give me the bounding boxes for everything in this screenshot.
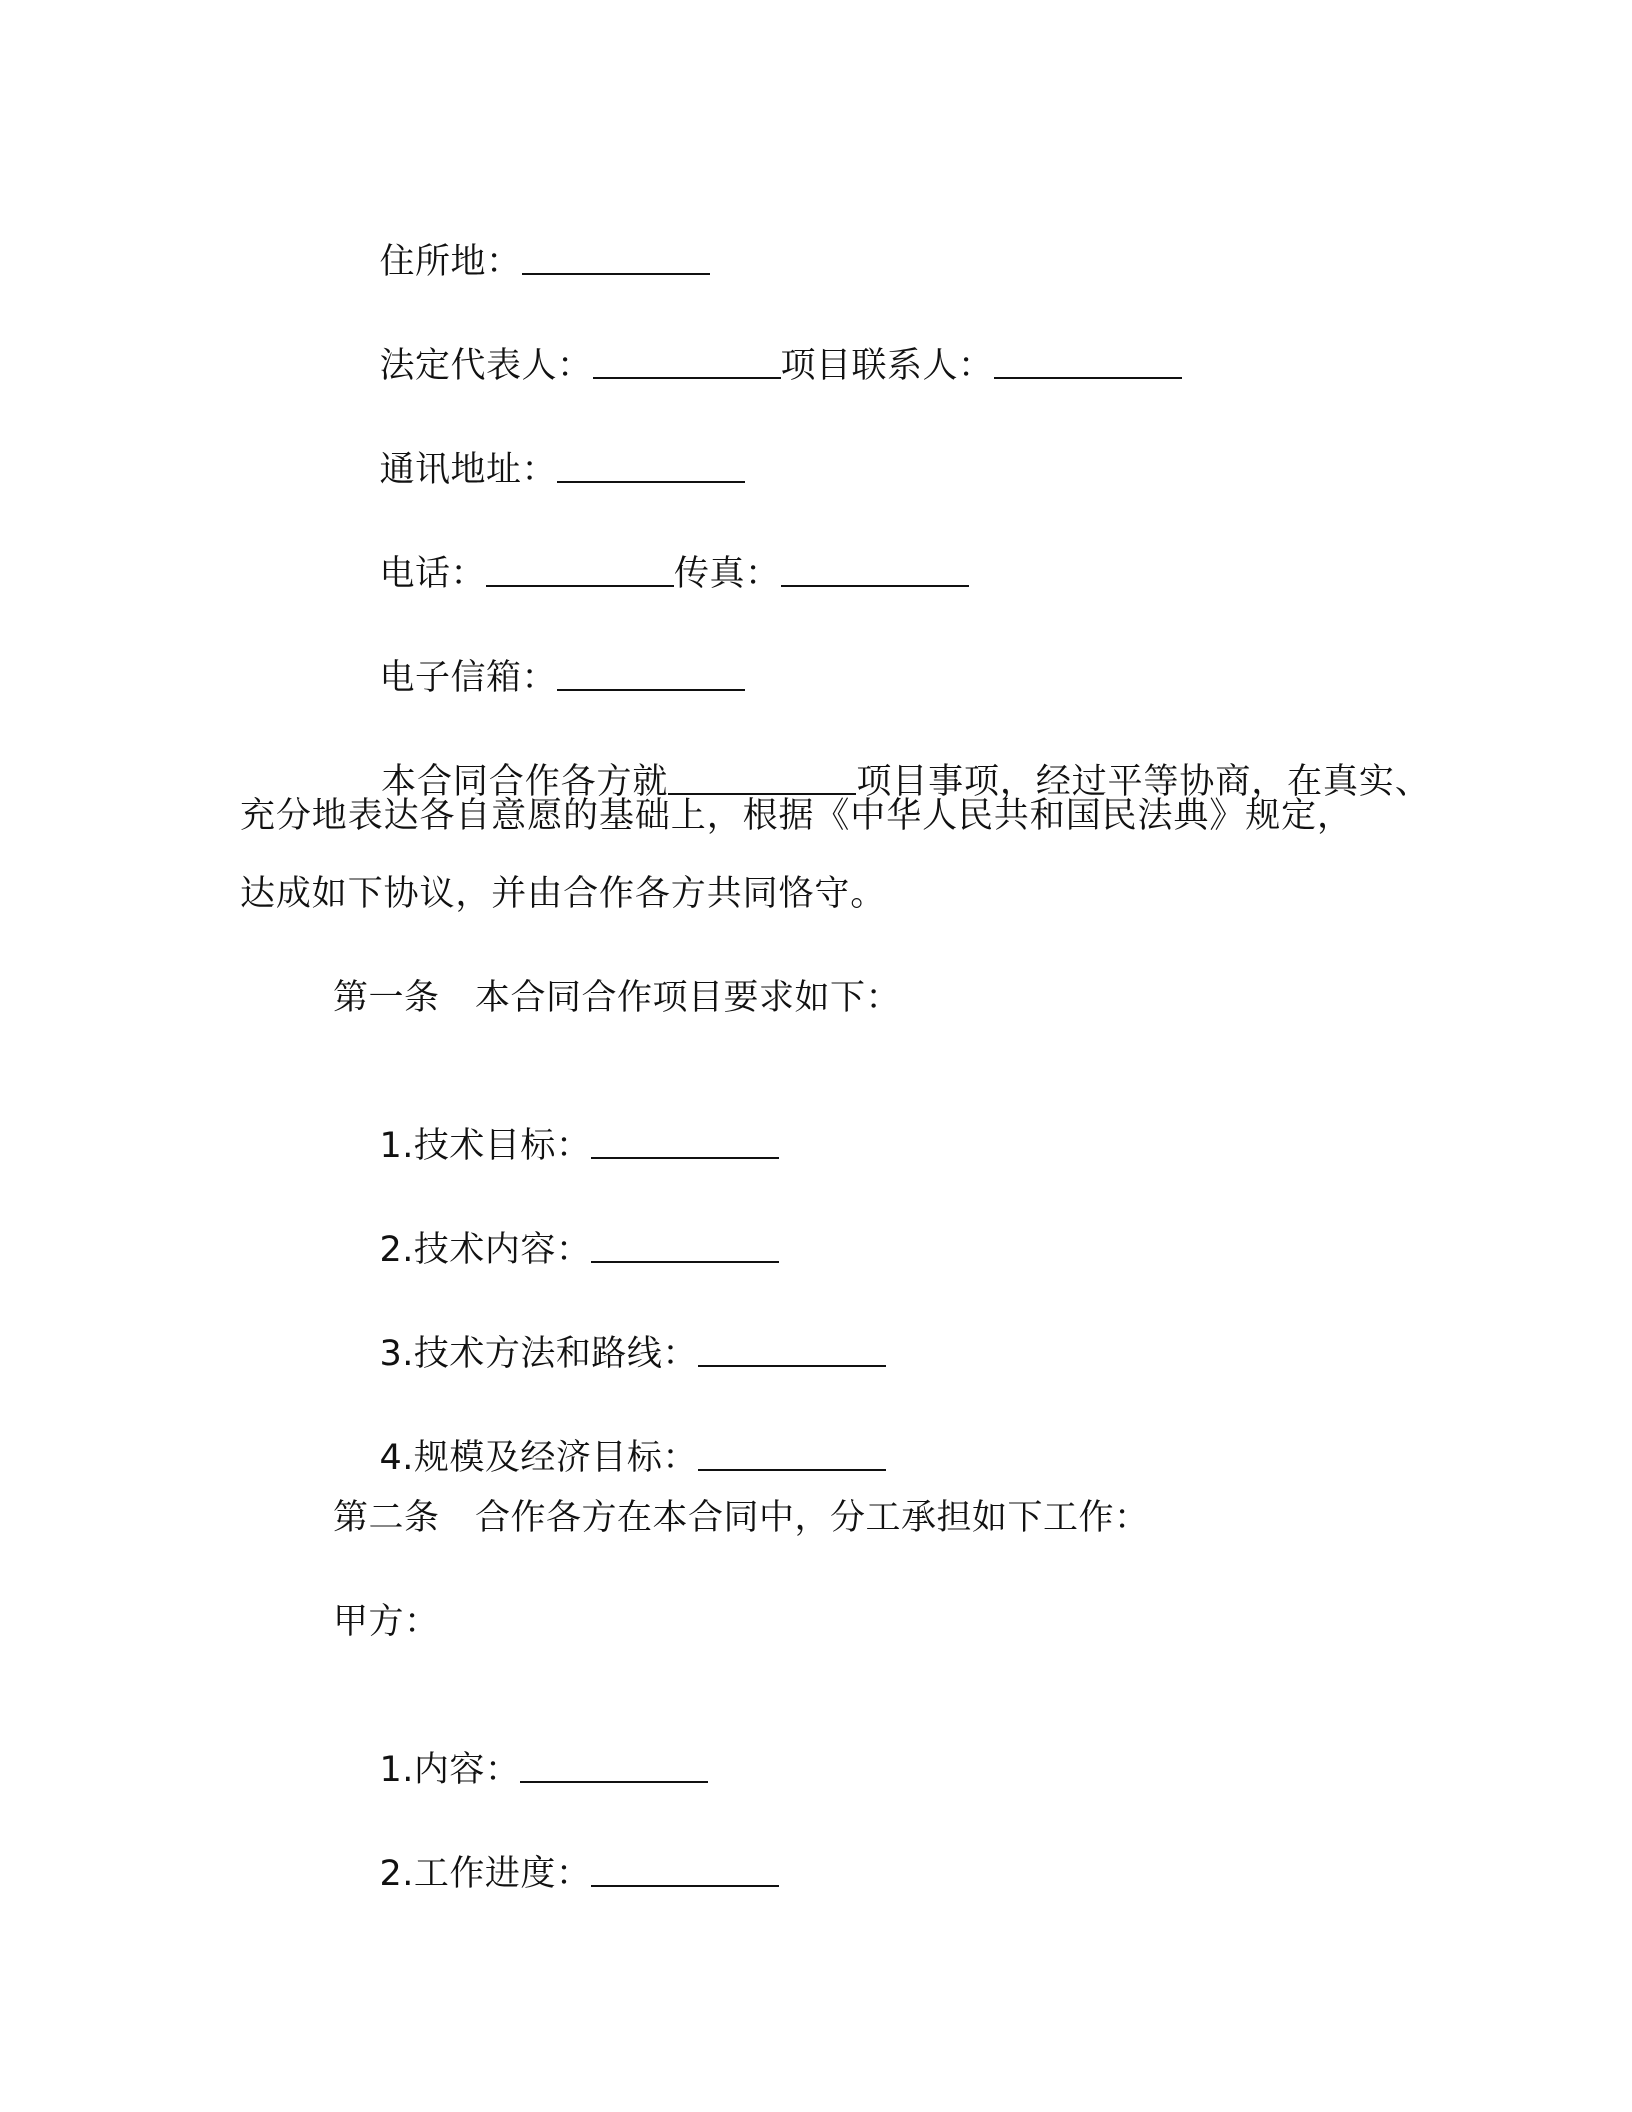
legal-representative-blank: [593, 345, 781, 379]
party-a-item-2: [333, 1808, 779, 1940]
technical-method-label: 3.技术方法和路线：: [379, 1334, 698, 1374]
project-name-blank: [668, 761, 856, 795]
article-1-title: 第一条 本合同合作项目要求如下：: [333, 978, 902, 1018]
preamble-line-1-end: 项目事项，经过平等协商，在真实、: [856, 762, 1431, 802]
fax-label: 传真：: [674, 554, 781, 594]
preamble-line-1-start: 本合同合作各方就: [381, 762, 669, 802]
preamble-line-3: 达成如下协议，并由合作各方共同恪守。: [240, 874, 887, 914]
scale-economic-goal-label: 4.规模及经济目标：: [379, 1438, 698, 1478]
phone-blank: [486, 553, 674, 587]
fax-blank: [781, 553, 969, 587]
technical-goal-label: 1.技术目标：: [379, 1126, 592, 1166]
project-contact-blank: [994, 345, 1182, 379]
party-a-progress-label: 2.工作进度：: [379, 1854, 592, 1894]
party-a-content-label: 1.内容：: [379, 1750, 521, 1790]
technical-content-blank: [591, 1229, 779, 1263]
phone-label: 电话：: [379, 554, 487, 594]
technical-method-blank: [698, 1333, 886, 1367]
technical-content-label: 2.技术内容：: [379, 1230, 592, 1270]
project-contact-label: 项目联系人：: [780, 346, 994, 386]
party-a-progress-blank: [591, 1853, 779, 1887]
mailing-address-label: 通讯地址：: [379, 450, 558, 490]
address-blank: [522, 241, 710, 275]
party-a-content-blank: [520, 1749, 708, 1783]
preamble-line-2: 充分地表达各自意愿的基础上，根据《中华人民共和国民法典》规定，: [240, 796, 1353, 836]
legal-representative-label: 法定代表人：: [379, 346, 593, 386]
party-a-label: 甲方：: [333, 1602, 440, 1642]
email-blank: [557, 657, 745, 691]
mailing-address-blank: [557, 449, 745, 483]
technical-goal-blank: [591, 1125, 779, 1159]
address-label: 住所地：: [379, 242, 522, 282]
email-label: 电子信箱：: [379, 658, 558, 698]
scale-economic-goal-blank: [698, 1437, 886, 1471]
article-2-title: 第二条 合作各方在本合同中，分工承担如下工作：: [333, 1498, 1150, 1538]
